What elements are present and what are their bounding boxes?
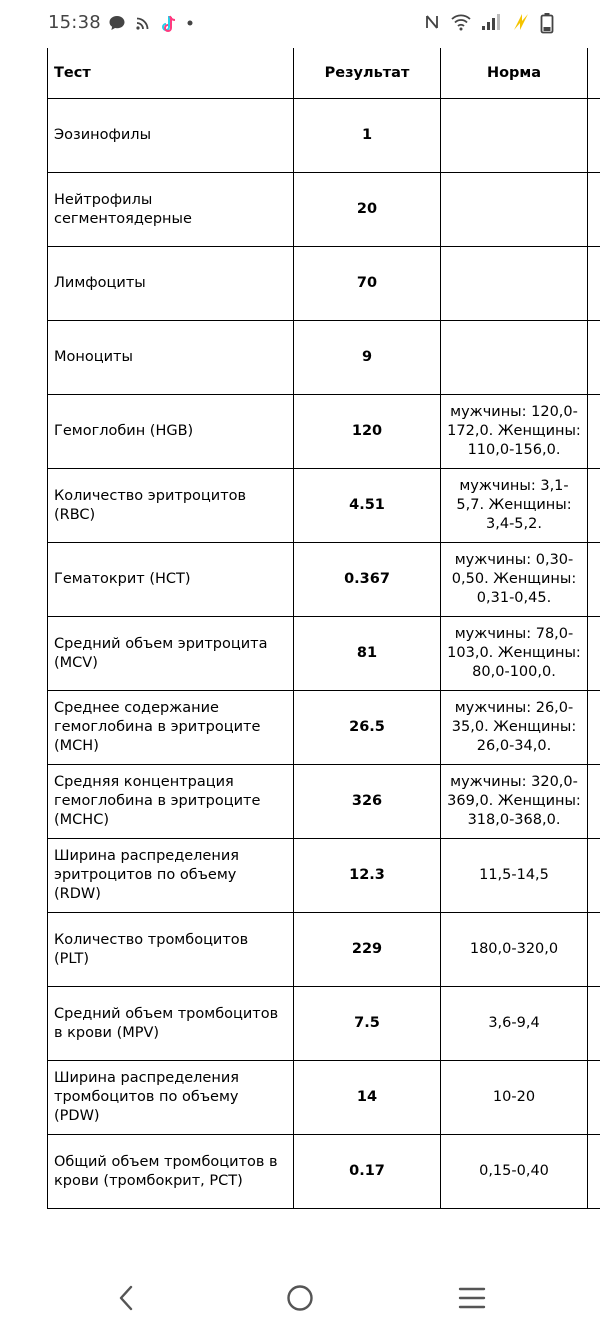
extra-cell <box>588 173 600 247</box>
header-test: Тест <box>48 48 294 99</box>
table-row <box>48 691 600 765</box>
extra-cell <box>588 395 600 469</box>
result-value-cell: 229 <box>294 913 441 987</box>
norm-range-cell <box>441 173 588 247</box>
status-bar <box>0 0 600 48</box>
extra-cell <box>588 765 600 839</box>
table-row <box>48 543 600 617</box>
charging-icon <box>510 12 532 32</box>
table-body <box>48 99 600 1209</box>
table-row <box>48 469 600 543</box>
extra-cell <box>588 987 600 1061</box>
result-value-cell: 81 <box>294 617 441 691</box>
test-name-cell: Общий объем тромбоцитов в крови (тромбокрит, PCT) <box>48 1135 294 1209</box>
result-value-cell: 1 <box>294 99 441 173</box>
recents-button[interactable] <box>454 1282 490 1318</box>
nfc-icon <box>424 12 442 32</box>
results-table <box>47 48 600 1209</box>
test-name-cell: Средний объем эритроцита (MCV) <box>48 617 294 691</box>
notification-icons <box>108 14 194 34</box>
test-name-cell: Ширина распределения тромбоцитов по объему (PDW) <box>48 1061 294 1135</box>
signal-icon <box>480 12 502 32</box>
norm-range-cell: 3,6-9,4 <box>441 987 588 1061</box>
result-value-cell: 0.17 <box>294 1135 441 1209</box>
status-time: 15:38 <box>48 12 101 33</box>
back-icon <box>116 1284 136 1316</box>
tiktok-icon <box>160 14 178 34</box>
norm-range-cell: мужчины: 26,0-35,0. Женщины: 26,0-34,0. <box>441 691 588 765</box>
result-value-cell: 70 <box>294 247 441 321</box>
table-row <box>48 1061 600 1135</box>
extra-cell <box>588 913 600 987</box>
test-name-cell: Средняя концентрация гемоглобина в эритроците (MCHC) <box>48 765 294 839</box>
result-value-cell: 12.3 <box>294 839 441 913</box>
norm-range-cell: 10-20 <box>441 1061 588 1135</box>
cast-icon <box>134 14 152 34</box>
battery-icon <box>540 12 554 32</box>
norm-range-cell <box>441 321 588 395</box>
extra-cell <box>588 617 600 691</box>
header-result: Результат <box>294 48 441 99</box>
table-row <box>48 1135 600 1209</box>
navigation-bar <box>0 1268 600 1332</box>
system-icons <box>424 12 554 32</box>
header-norm: Норма <box>441 48 588 99</box>
result-value-cell: 20 <box>294 173 441 247</box>
extra-cell <box>588 543 600 617</box>
extra-cell <box>588 839 600 913</box>
norm-range-cell: мужчины: 120,0-172,0. Женщины: 110,0-156,0. <box>441 395 588 469</box>
test-name-cell: Среднее содержание гемоглобина в эритроците (MCH) <box>48 691 294 765</box>
dot-icon <box>186 14 194 34</box>
table-row <box>48 321 600 395</box>
home-button[interactable] <box>282 1282 318 1318</box>
table-row <box>48 913 600 987</box>
chat-bubble-icon <box>108 14 126 34</box>
extra-cell <box>588 691 600 765</box>
result-value-cell: 7.5 <box>294 987 441 1061</box>
wifi-icon <box>450 12 472 32</box>
table-row <box>48 99 600 173</box>
test-name-cell: Ширина распределения эритроцитов по объему (RDW) <box>48 839 294 913</box>
extra-cell <box>588 1061 600 1135</box>
norm-range-cell: мужчины: 3,1-5,7. Женщины: 3,4-5,2. <box>441 469 588 543</box>
table-row <box>48 617 600 691</box>
extra-cell <box>588 247 600 321</box>
test-name-cell: Нейтрофилы сегментоядерные <box>48 173 294 247</box>
test-name-cell: Моноциты <box>48 321 294 395</box>
table-row <box>48 839 600 913</box>
results-table-container[interactable] <box>47 48 600 1238</box>
norm-range-cell <box>441 247 588 321</box>
home-icon <box>286 1284 314 1316</box>
result-value-cell: 326 <box>294 765 441 839</box>
norm-range-cell: 180,0-320,0 <box>441 913 588 987</box>
extra-cell <box>588 321 600 395</box>
extra-cell <box>588 1135 600 1209</box>
test-name-cell: Средний объем тромбоцитов в крови (MPV) <box>48 987 294 1061</box>
result-value-cell: 26.5 <box>294 691 441 765</box>
result-value-cell: 9 <box>294 321 441 395</box>
norm-range-cell: мужчины: 78,0-103,0. Женщины: 80,0-100,0. <box>441 617 588 691</box>
result-value-cell: 0.367 <box>294 543 441 617</box>
table-header-row <box>48 48 600 99</box>
test-name-cell: Гематокрит (HCT) <box>48 543 294 617</box>
test-name-cell: Лимфоциты <box>48 247 294 321</box>
test-name-cell: Количество тромбоцитов (PLT) <box>48 913 294 987</box>
header-extra <box>588 48 600 99</box>
norm-range-cell <box>441 99 588 173</box>
extra-cell <box>588 469 600 543</box>
table-row <box>48 987 600 1061</box>
norm-range-cell: 11,5-14,5 <box>441 839 588 913</box>
norm-range-cell: мужчины: 0,30-0,50. Женщины: 0,31-0,45. <box>441 543 588 617</box>
result-value-cell: 120 <box>294 395 441 469</box>
extra-cell <box>588 99 600 173</box>
result-value-cell: 4.51 <box>294 469 441 543</box>
norm-range-cell: 0,15-0,40 <box>441 1135 588 1209</box>
test-name-cell: Гемоглобин (HGB) <box>48 395 294 469</box>
back-button[interactable] <box>108 1282 144 1318</box>
table-row <box>48 247 600 321</box>
test-name-cell: Эозинофилы <box>48 99 294 173</box>
result-value-cell: 14 <box>294 1061 441 1135</box>
table-row <box>48 395 600 469</box>
recents-icon <box>457 1285 487 1315</box>
table-row <box>48 765 600 839</box>
table-row <box>48 173 600 247</box>
norm-range-cell: мужчины: 320,0-369,0. Женщины: 318,0-368,0. <box>441 765 588 839</box>
test-name-cell: Количество эритроцитов (RBC) <box>48 469 294 543</box>
